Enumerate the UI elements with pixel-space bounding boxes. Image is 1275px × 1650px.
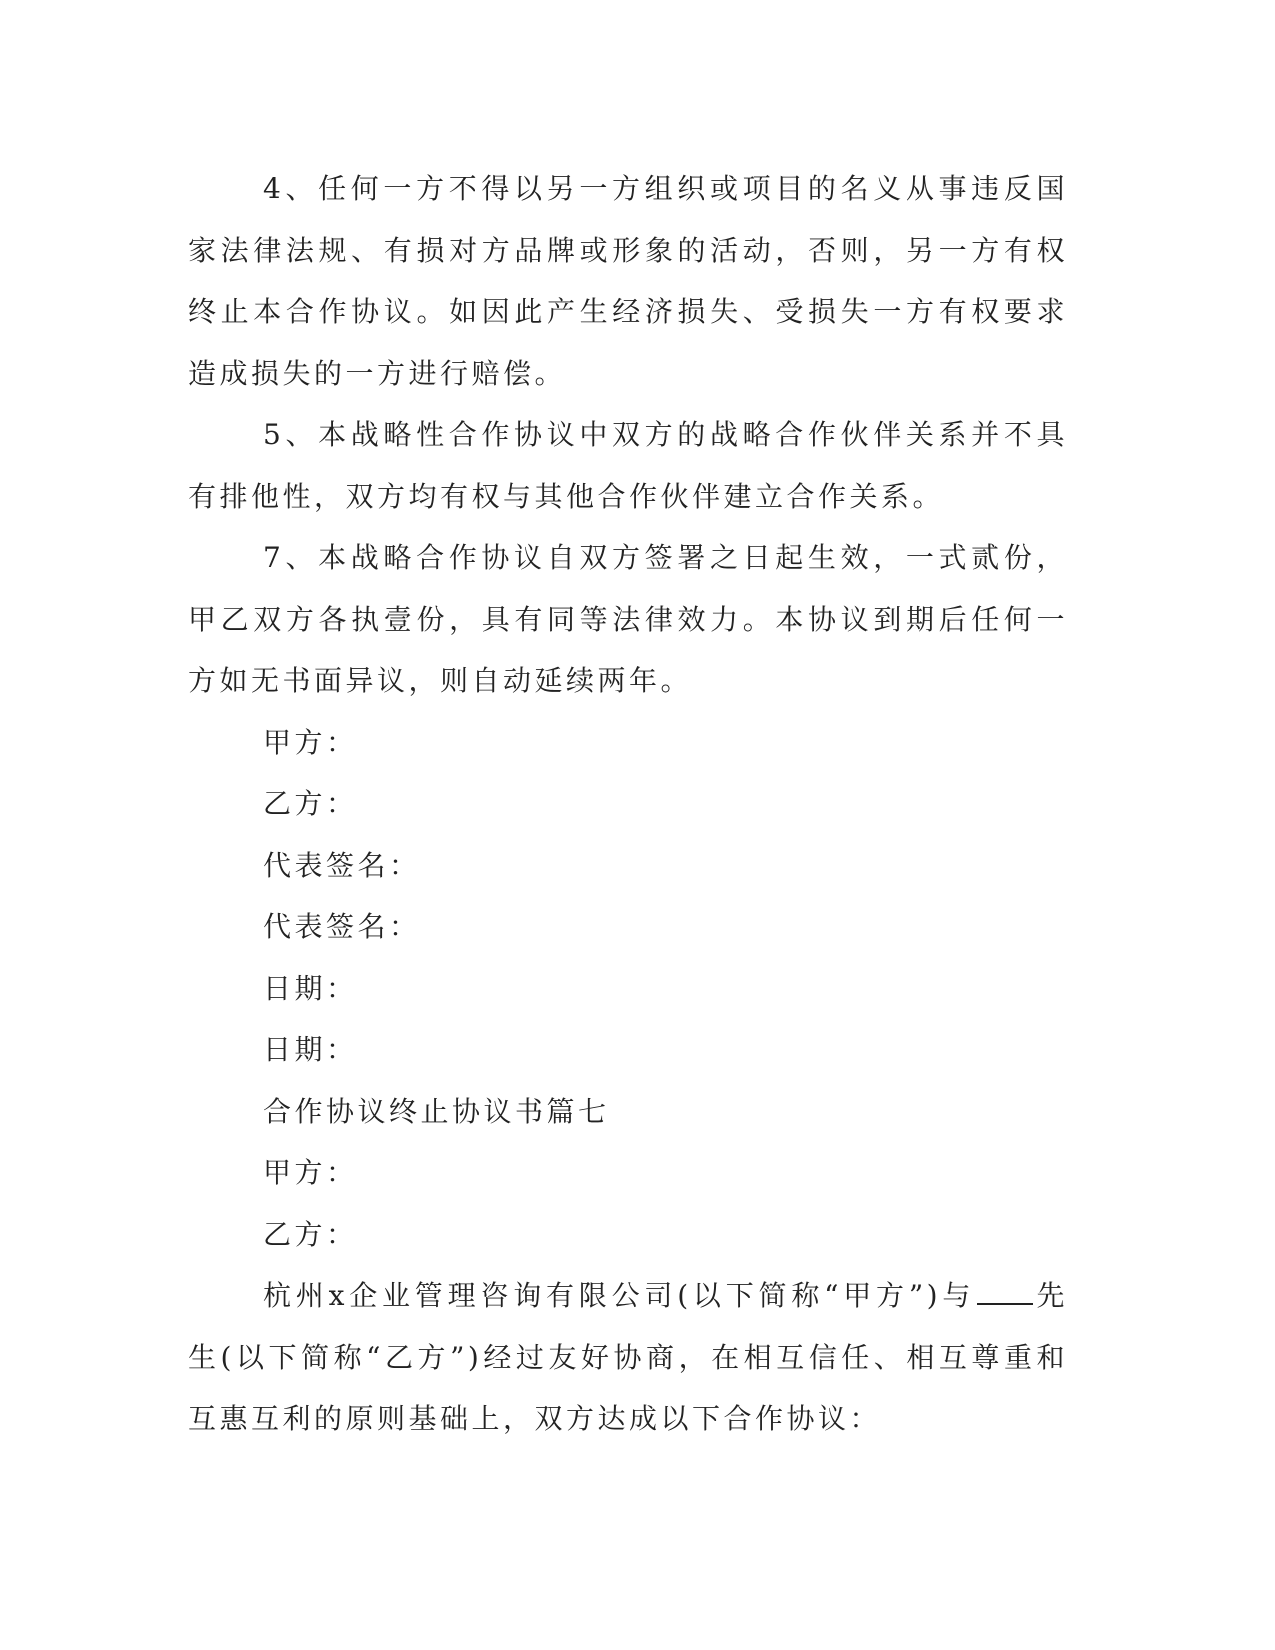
intro-paragraph — [188, 1265, 1068, 1450]
clause-4: 4、任何一方不得以另一方组织或项目的名义从事违反国家法律法规、有损对方品牌或形象的活动，否则，另一方有权终止本合作协议。如因此产生经济损失、受损失一方有权要求造成损失的一方进行赔偿。 — [188, 172, 1068, 390]
party-a-label-2: 甲方： — [263, 1156, 358, 1189]
clause-5: 5、本战略性合作协议中双方的战略合作伙伴关系并不具有排他性，双方均有权与其他合作伙伴建立合作关系。 — [188, 418, 1068, 513]
signature-a-label: 代表签名： — [263, 848, 421, 882]
date-b-label: 日期： — [263, 1033, 358, 1066]
intro-part-1: 杭州x企业管理咨询有限公司(以下简称“甲方”)与 — [263, 1279, 976, 1312]
date-a-label: 日期： — [263, 971, 358, 1005]
name-blank — [977, 1281, 1033, 1305]
document-body — [188, 158, 1068, 1450]
party-a-label: 甲方： — [263, 725, 358, 759]
clause-7: 7、本战略合作协议自双方签署之日起生效，一式贰份，甲乙双方各执壹份，具有同等法律效力。本协议到期后任何一方如无书面异议，则自动延续两年。 — [188, 541, 1068, 697]
signature-b-label: 代表签名： — [263, 910, 421, 943]
party-b-label-2: 乙方： — [263, 1217, 358, 1251]
party-b-label: 乙方： — [263, 787, 358, 820]
intro-part-2: 先生(以下简称“乙方”)经过友好协商，在相互信任、相互尊重和互惠互利的原则基础上，双方达成以下合作协议： — [188, 1279, 1068, 1435]
section-title: 合作协议终止协议书篇七 — [263, 1094, 610, 1128]
